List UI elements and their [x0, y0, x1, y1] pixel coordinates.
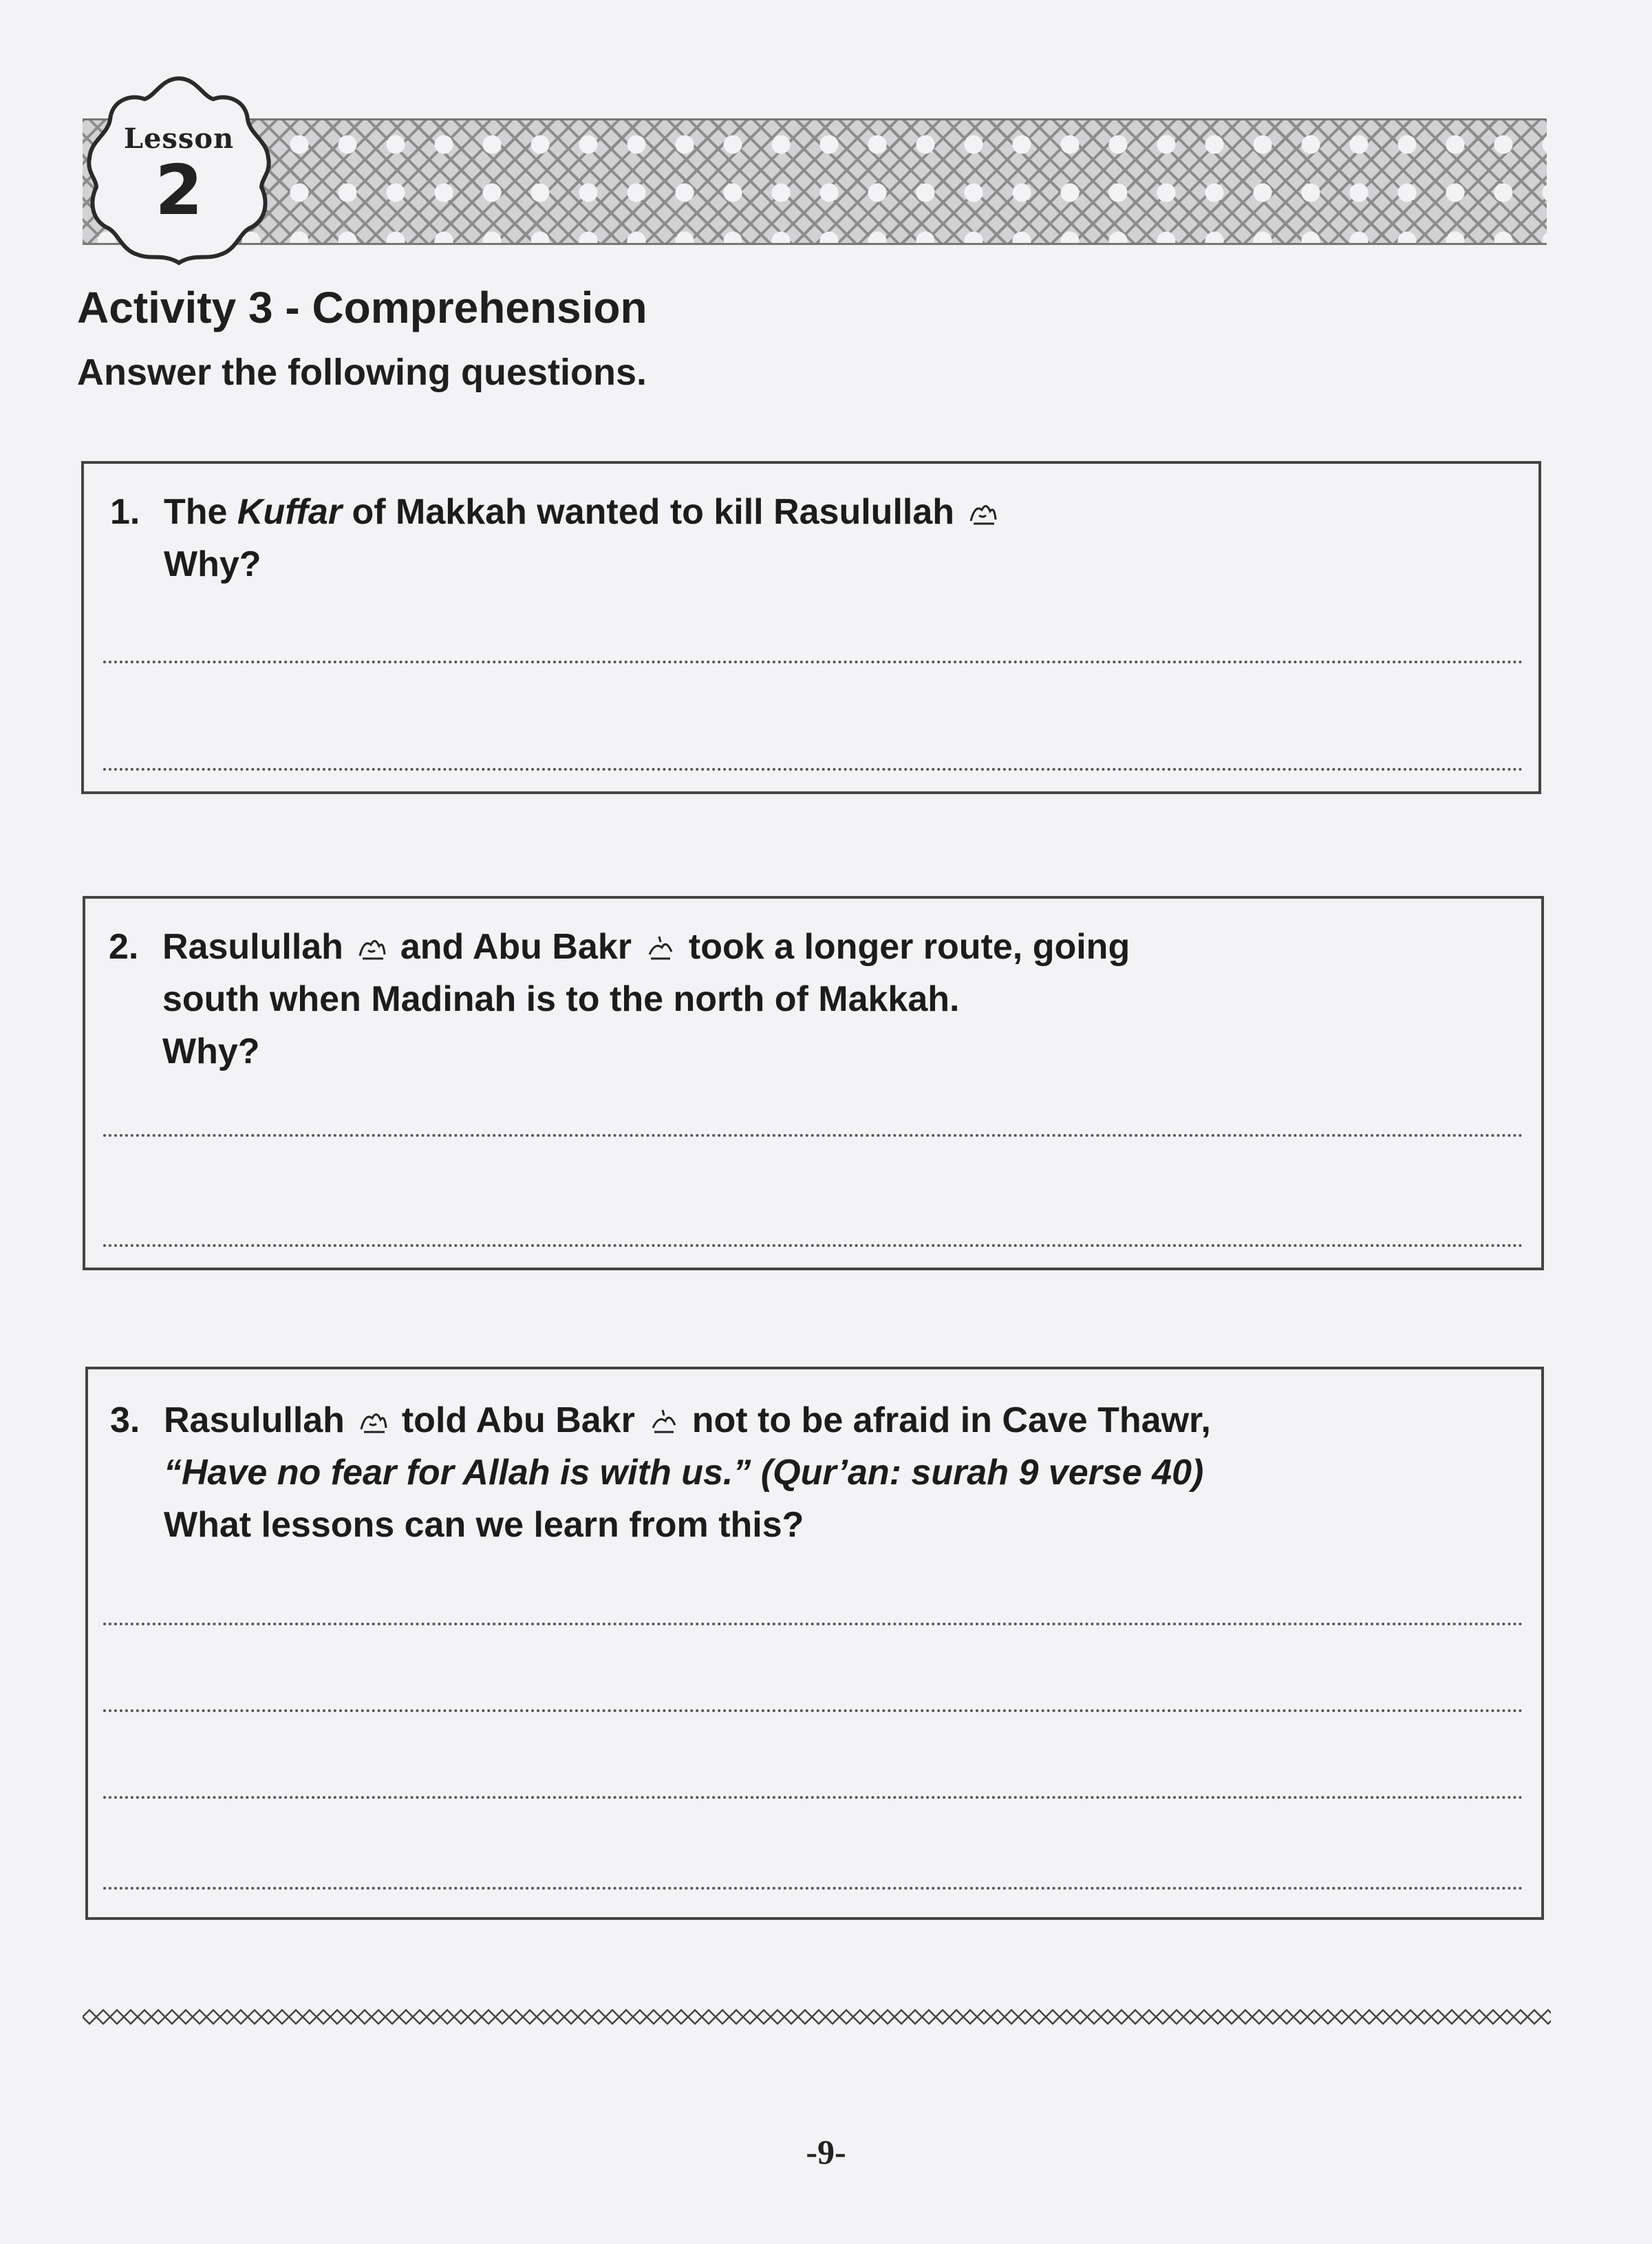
answer-line[interactable] — [103, 768, 1523, 771]
question-3-line1b: told Abu Bakr — [401, 1400, 635, 1440]
header-banner — [83, 118, 1547, 245]
answer-line[interactable] — [103, 1623, 1523, 1625]
question-2-line2: south when Madinah is to the north of Makkah. — [162, 979, 960, 1019]
page-number: -9- — [806, 2133, 846, 2171]
answer-line[interactable] — [103, 1244, 1523, 1247]
question-2-line1a: Rasulullah — [162, 927, 343, 967]
activity-instructions: Answer the following questions. — [77, 352, 647, 393]
answer-line[interactable] — [103, 1796, 1523, 1799]
question-1-prefix: The — [164, 492, 237, 532]
activity-title: Activity 3 - Comprehension — [77, 283, 647, 332]
salutation-icon — [357, 1398, 389, 1430]
lesson-number: 2 — [155, 150, 203, 231]
radhiallahu-icon — [644, 925, 676, 957]
answer-line[interactable] — [103, 661, 1523, 663]
question-3-prompt: What lessons can we learn from this? — [164, 1505, 804, 1545]
answer-line[interactable] — [103, 1134, 1523, 1137]
question-3-text — [110, 1394, 1211, 1551]
question-1-main: of Makkah wanted to kill Rasulullah — [342, 492, 955, 532]
question-1-text — [110, 486, 1001, 590]
question-2-text — [109, 921, 1130, 1078]
lesson-label: Lesson — [123, 122, 235, 155]
question-3-line1a: Rasulullah — [164, 1400, 345, 1440]
question-1-number: 1. — [110, 492, 140, 532]
salutation-icon — [967, 490, 998, 522]
salutation-icon — [356, 925, 387, 957]
question-2-why: Why? — [162, 1032, 260, 1071]
question-1-kuffar: Kuffar — [237, 492, 343, 532]
question-1-why: Why? — [164, 544, 261, 584]
answer-line[interactable] — [103, 1709, 1523, 1712]
question-3-number: 3. — [110, 1400, 140, 1440]
question-2-line1c: took a longer route, going — [688, 927, 1130, 967]
question-2-number: 2. — [109, 927, 139, 967]
question-3-line1c: not to be afraid in Cave Thawr, — [691, 1400, 1211, 1440]
question-3-quote: “Have no fear for Allah is with us.” (Qur’an: surah 9 verse 40) — [164, 1453, 1204, 1493]
question-2-line1b: and Abu Bakr — [400, 927, 632, 967]
answer-line[interactable] — [103, 1887, 1523, 1890]
zigzag-divider — [83, 2009, 1551, 2025]
radhiallahu-icon — [647, 1398, 679, 1430]
